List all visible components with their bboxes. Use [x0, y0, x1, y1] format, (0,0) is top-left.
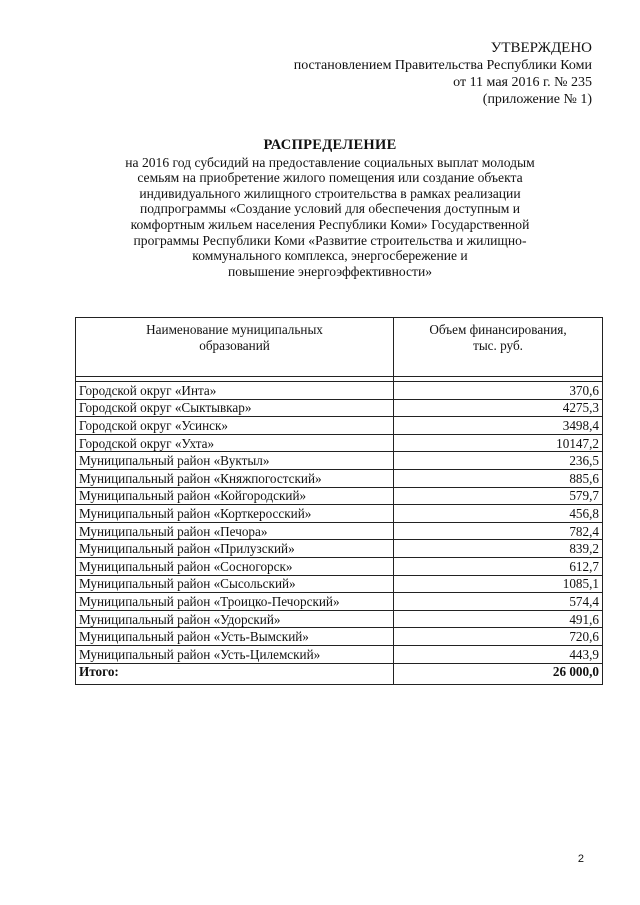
municipality-name: Муниципальный район «Троицко-Печорский»	[76, 593, 394, 611]
header-amount	[394, 318, 603, 377]
municipality-name: Муниципальный район «Сосногорск»	[76, 557, 394, 575]
approval-line-2: от 11 мая 2016 г. № 235	[453, 75, 592, 90]
municipality-name: Городской округ «Сыктывкар»	[76, 399, 394, 417]
table-total-row	[76, 663, 603, 684]
header-municipality	[76, 318, 394, 377]
amount-value: 4275,3	[394, 399, 603, 417]
municipality-name: Муниципальный район «Усть-Вымский»	[76, 628, 394, 646]
title-line: индивидуального жилищного строительства в рамках реализации	[139, 185, 521, 201]
table-row	[76, 417, 603, 435]
amount-value: 720,6	[394, 628, 603, 646]
table-row	[76, 382, 603, 400]
municipality-name: Муниципальный район «Удорский»	[76, 610, 394, 628]
title-line: семьям на приобретение жилого помещения или создание объекта	[137, 170, 523, 186]
amount-value: 782,4	[394, 522, 603, 540]
amount-value: 456,8	[394, 505, 603, 523]
municipality-name: Городской округ «Инта»	[76, 382, 394, 400]
header-amount-line-2: тыс. руб.	[473, 338, 523, 353]
municipality-name: Муниципальный район «Сысольский»	[76, 575, 394, 593]
title-line: программы Республики Коми «Развитие строительства и жилищно-	[133, 232, 527, 248]
table-header-row	[76, 318, 603, 377]
approval-line-3: (приложение № 1)	[482, 92, 592, 107]
municipality-name: Городской округ «Ухта»	[76, 434, 394, 452]
header-municipality-line-1: Наименование муниципальных	[146, 322, 323, 337]
amount-value: 1085,1	[394, 575, 603, 593]
amount-value: 236,5	[394, 452, 603, 470]
table-row	[76, 575, 603, 593]
table-row	[76, 557, 603, 575]
total-amount: 26 000,0	[394, 663, 603, 684]
amount-value: 443,9	[394, 645, 603, 663]
title-line: подпрограммы «Создание условий для обеспечения доступным и	[139, 201, 521, 217]
table-row	[76, 487, 603, 505]
amount-value: 491,6	[394, 610, 603, 628]
table-row	[76, 399, 603, 417]
page-number: 2	[577, 853, 584, 865]
municipality-name: Муниципальный район «Койгородский»	[76, 487, 394, 505]
title-line: комфортным жильем населения Республики Коми» Государственной	[130, 216, 530, 232]
municipality-name: Муниципальный район «Вуктыл»	[76, 452, 394, 470]
table-row	[76, 469, 603, 487]
municipality-name: Муниципальный район «Усть-Цилемский»	[76, 645, 394, 663]
amount-value: 612,7	[394, 557, 603, 575]
table-row	[76, 522, 603, 540]
table-row	[76, 540, 603, 558]
header-amount-line-1: Объем финансирования,	[429, 322, 567, 337]
distribution-table	[75, 317, 603, 685]
table-row	[76, 452, 603, 470]
table-row	[76, 645, 603, 663]
amount-value: 574,4	[394, 593, 603, 611]
amount-value: 370,6	[394, 382, 603, 400]
table-row	[76, 434, 603, 452]
document-title	[90, 138, 570, 279]
title-line: повышение энергоэффективности»	[227, 263, 433, 279]
table-row	[76, 505, 603, 523]
amount-value: 10147,2	[394, 434, 603, 452]
amount-value: 3498,4	[394, 417, 603, 435]
municipality-name: Городской округ «Усинск»	[76, 417, 394, 435]
total-label: Итого:	[76, 663, 394, 684]
amount-value: 885,6	[394, 469, 603, 487]
title-line: на 2016 год субсидий на предоставление социальных выплат молодым	[125, 154, 535, 170]
amount-value: 579,7	[394, 487, 603, 505]
approval-line-1: постановлением Правительства Республики Коми	[293, 58, 592, 73]
amount-value: 839,2	[394, 540, 603, 558]
header-municipality-line-2: образований	[199, 338, 270, 353]
approved-label: УТВЕРЖДЕНО	[490, 40, 592, 56]
approval-stamp	[294, 40, 592, 108]
municipality-name: Муниципальный район «Прилузский»	[76, 540, 394, 558]
title-heading: РАСПРЕДЕЛЕНИЕ	[263, 137, 397, 153]
table-row	[76, 628, 603, 646]
municipality-name: Муниципальный район «Княжпогостский»	[76, 469, 394, 487]
table-row	[76, 593, 603, 611]
table-row	[76, 610, 603, 628]
title-line: коммунального комплекса, энергосбережение и	[192, 248, 468, 264]
municipality-name: Муниципальный район «Печора»	[76, 522, 394, 540]
municipality-name: Муниципальный район «Корткеросский»	[76, 505, 394, 523]
